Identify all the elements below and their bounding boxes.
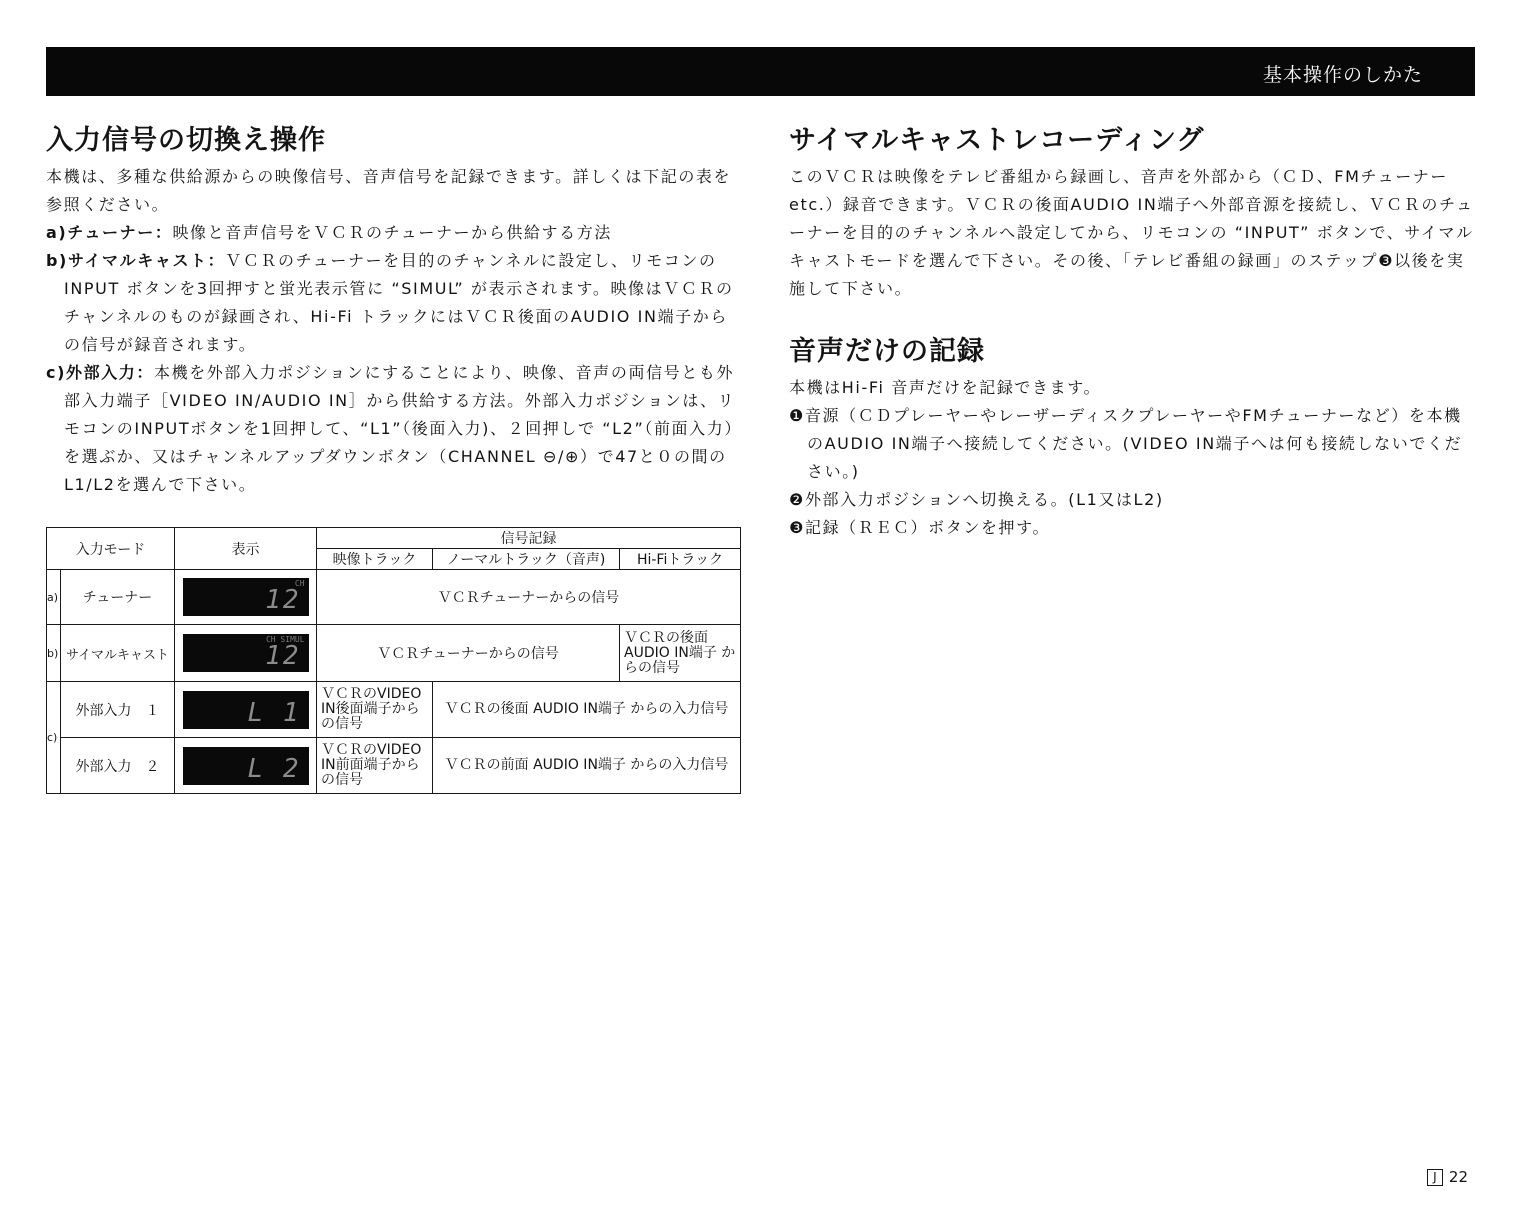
page-number: 22 (1448, 1168, 1468, 1186)
row-audio: ＶＣＲの前面 AUDIO IN端子 からの入力信号 (433, 738, 741, 794)
item-label: a)チューナー： (46, 223, 173, 242)
table-row (47, 625, 741, 682)
audio-only-section (789, 329, 1479, 542)
row-display (175, 738, 317, 794)
lcd-number: L 1 (247, 697, 301, 728)
header-title: 基本操作のしかた (1262, 64, 1423, 86)
step-item: ❸記録（ＲＥＣ）ボタンを押す。 (789, 518, 1051, 537)
lcd-display (183, 634, 309, 672)
step-item: ❷外部入力ポジションへ切換える。(L1又はL2) (789, 490, 1164, 509)
table-row (47, 682, 741, 738)
lcd-display (183, 578, 309, 616)
row-video: ＶＣＲのVIDEO IN前面端子から の信号 (317, 738, 433, 794)
th-mode: 入力モード (47, 528, 175, 570)
lcd-number: 12 (265, 641, 301, 671)
row-audio: ＶＣＲの後面 AUDIO IN端子 からの入力信号 (433, 682, 741, 738)
lcd-ch-label: CH (294, 579, 305, 588)
row-signal: ＶＣＲチューナーからの信号 (317, 570, 741, 625)
step-item: ❶音源（ＣＤプレーヤーやレーザーディスクプレーヤーやFMチューナーなど）を本機のAUDIO IN端子へ接続してください。(VIDEO IN端子へは何も接続しないでください。) (789, 406, 1463, 481)
row-signal: ＶＣＲチューナーからの信号 (317, 625, 620, 682)
heading-audio-only: 音声だけの記録 (789, 336, 985, 367)
row-mode: 外部入力 １ (61, 682, 175, 738)
item-text: ＶＣＲのチューナーを目的のチャンネルに設定し、リモコンのINPUT ボタンを3回押すと蛍光表示管に “SIMUL” が表示されます。映像はＶＣＲのチャンネルのものが録画され、Hi-Fi トラックにはＶＣＲ後面のAUDIO IN端子からの信号が録音されます。 (64, 251, 734, 354)
left-column (46, 118, 741, 499)
th-record: 信号記録 (317, 528, 741, 549)
row-mode: チューナー (61, 570, 175, 625)
row-display (175, 682, 317, 738)
lang-mark: J (1427, 1169, 1443, 1186)
header-bar (46, 47, 1475, 96)
th-normal-track: ノーマルトラック（音声) (433, 549, 620, 570)
heading-simulcast: サイマルキャストレコーディング (789, 125, 1205, 156)
item-text: 映像と音声信号をＶＣＲのチューナーから供給する方法 (172, 223, 612, 242)
row-mode: サイマルキャスト (61, 625, 175, 682)
row-display (175, 625, 317, 682)
row-display (175, 570, 317, 625)
lcd-number: 12 (265, 585, 301, 615)
row-mark: b) (47, 625, 61, 682)
page-footer (1427, 1168, 1468, 1186)
table-row (47, 738, 741, 794)
th-hifi-track: Hi-Fiトラック (620, 549, 741, 570)
lcd-display (183, 691, 309, 729)
table-row (47, 570, 741, 625)
list-item (46, 247, 741, 359)
row-mark: c) (47, 682, 61, 794)
heading-input-switch: 入力信号の切換え操作 (46, 125, 326, 156)
th-display: 表示 (175, 528, 317, 570)
list-item (46, 359, 741, 499)
lcd-number: L 2 (247, 753, 301, 784)
list-item (46, 219, 741, 247)
intro-paragraph: 本機は、多種な供給源からの映像信号、音声信号を記録できます。詳しくは下記の表を参照ください。 (46, 167, 732, 214)
simulcast-paragraph: このＶＣＲは映像をテレビ番組から録画し、音声を外部から（ＣＤ、FMチューナーetc.）録音できます。ＶＣＲの後面AUDIO IN端子へ外部音源を接続し、ＶＣＲのチューナーを目的のチャンネルへ設定してから、リモコンの “INPUT” ボタンで、サイマルキャストモードを選んで下さい。その後、「テレビ番組の録画」のステップ❸以後を実施して下さい。 (789, 167, 1474, 298)
lcd-display (183, 747, 309, 785)
row-mark: a) (47, 570, 61, 625)
item-label: b)サイマルキャスト： (46, 251, 226, 270)
right-column (789, 118, 1479, 542)
row-mode: 外部入力 ２ (61, 738, 175, 794)
item-text: 本機を外部入力ポジションにすることにより、映像、音声の両信号とも外部入力端子［VIDEO IN/AUDIO IN］から供給する方法。外部入力ポジションは、リモコンのINPUTボタンを1回押して、“L1”（後面入力)、２回押しで “L2”（前面入力）を選ぶか、又はチャンネルアップダウンボタン（CHANNEL ⊖/⊕）で47と０の間のL1/L2を選んで下さい。 (64, 363, 736, 494)
row-video: ＶＣＲのVIDEO IN後面端子から の信号 (317, 682, 433, 738)
row-hifi: ＶＣＲの後面 AUDIO IN端子 からの信号 (620, 625, 741, 682)
input-mode-table (46, 527, 741, 794)
item-label: c)外部入力： (46, 363, 154, 382)
lcd-ch-label: CH SIMUL (265, 635, 305, 644)
audio-only-intro: 本機はHi-Fi 音声だけを記録できます。 (789, 378, 1102, 397)
th-video-track: 映像トラック (317, 549, 433, 570)
